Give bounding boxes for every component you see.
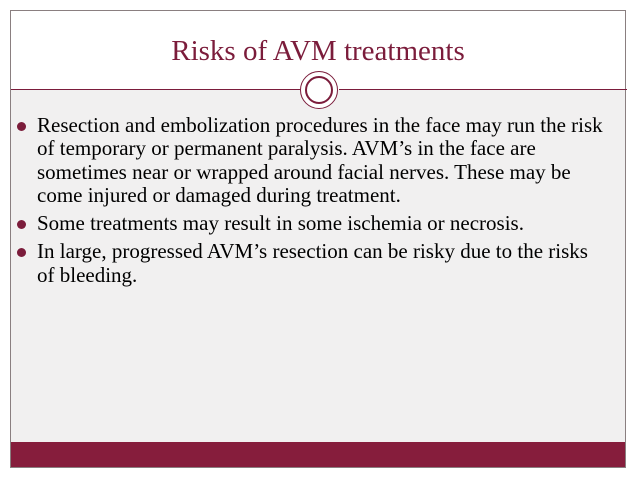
bullet-item [14,212,604,235]
title-divider-left [11,89,300,90]
bullet-text: Resection and embolization procedures in the face may run the risk of temporary or permanent paralysis. AVM’s in the face are sometimes near or wrapped around facial nerves. These may be come injured or damaged during treatment. [37,113,603,207]
circle-ornament-icon [300,71,338,109]
bullet-list [14,114,604,292]
circle-ornament-inner [305,76,333,104]
bullet-icon [17,122,26,131]
title-divider-right [339,89,627,90]
bullet-icon [17,248,26,257]
bullet-item [14,114,604,207]
bullet-item [14,240,604,287]
bullet-icon [17,220,26,229]
bullet-text: In large, progressed AVM’s resection can be risky due to the risks of bleeding. [37,239,588,287]
bullet-text: Some treatments may result in some ischemia or necrosis. [37,211,524,236]
slide-title: Risks of AVM treatments [171,35,465,67]
footer-bar [11,442,625,467]
